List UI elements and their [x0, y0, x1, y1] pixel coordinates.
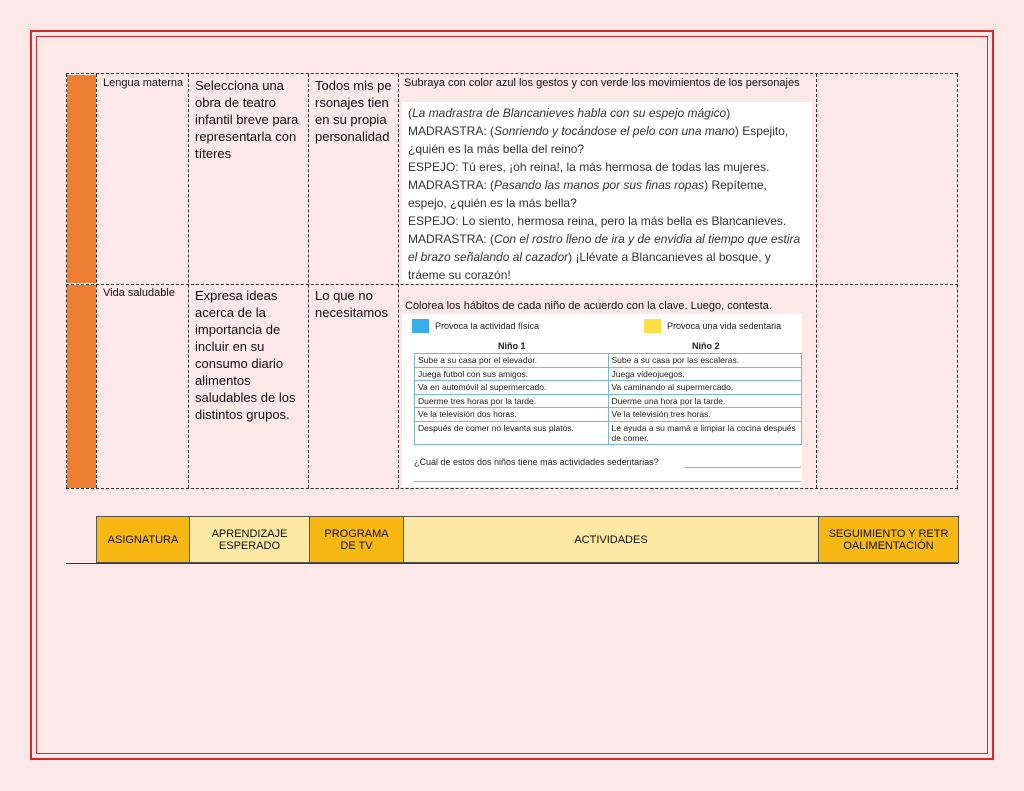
table-row: [415, 421, 802, 444]
habit-cell[interactable]: Va caminando al supermercado.: [608, 381, 802, 395]
dialogue-text: ): [726, 106, 731, 120]
subject-cell: Vida saludable: [103, 287, 175, 299]
legend-swatch-yellow: [644, 319, 661, 333]
answer-line[interactable]: [685, 467, 801, 468]
habits-exercise: [402, 314, 802, 487]
column-header: Niño 2: [692, 341, 720, 351]
header-programa: PROGRAMA DE TV: [310, 516, 404, 563]
dialogue-text: ) Repíteme, espejo, ¿quién es la más bella?: [408, 178, 767, 210]
row-marker: [67, 285, 96, 488]
table-row: [415, 394, 802, 408]
dialogue-text: ) ¡Llévate a Blancanieves al bosque, y tráeme su corazón!: [408, 250, 771, 282]
legend-label: Provoca una vida sedentaria: [667, 321, 782, 331]
table-row: [415, 354, 802, 368]
habit-cell[interactable]: Juega videojuegos.: [608, 367, 802, 381]
habit-cell[interactable]: Duerme tres horas por la tarde.: [415, 394, 609, 408]
legend-label: Provoca la actividad física: [435, 321, 540, 331]
header-baseline: [66, 563, 958, 564]
habit-cell[interactable]: Ve la televisión tres horas.: [608, 408, 802, 422]
learning-cell: Expresa ideas acerca de la importancia de incluir en su consumo diario alimentos saludables de los distintos grupos.: [195, 288, 296, 422]
legend-item: [412, 319, 539, 333]
program-cell: Todos mis personajes tienen su propia personalidad: [315, 78, 392, 144]
excerpt-line: [408, 122, 806, 158]
habit-cell[interactable]: Sube a su casa por las escaleras.: [608, 354, 802, 368]
stage-direction: La madrastra de Blancanieves habla con su espejo mágico: [412, 106, 727, 120]
table-header: [96, 516, 959, 563]
answer-line[interactable]: [414, 481, 801, 482]
header-actividades: ACTIVIDADES: [404, 516, 819, 563]
activity-instruction: Colorea los hábitos de cada niño de acuerdo con la clave. Luego, contesta.: [405, 300, 772, 312]
activities-table: [66, 73, 958, 489]
habit-cell[interactable]: Va en automóvil al supermercado.: [415, 381, 609, 395]
habit-cell[interactable]: Ve la televisión dos horas.: [415, 408, 609, 422]
legend-swatch-blue: [412, 319, 429, 333]
dialogue-text: ) Espejito, ¿quién es la más bella del reino?: [408, 124, 789, 156]
dialogue-text: MADRASTRA: (: [408, 124, 495, 138]
excerpt-line: [408, 158, 806, 176]
excerpt-line: [408, 104, 806, 122]
excerpt-line: [408, 176, 806, 212]
stage-direction: Pasando las manos por sus finas ropas: [494, 178, 705, 192]
table-row: [415, 367, 802, 381]
dialogue-text: ESPEJO: Lo siento, hermosa reina, pero la más bella es Blancanieves.: [408, 214, 787, 228]
habits-table: [414, 353, 802, 445]
table-row: [415, 381, 802, 395]
header-asignatura: ASIGNATURA: [96, 516, 190, 563]
play-excerpt: [402, 102, 812, 283]
legend-item: [644, 319, 781, 333]
excerpt-line: [408, 212, 806, 230]
habit-cell[interactable]: Juega futbol con sus amigos.: [415, 367, 609, 381]
dialogue-text: ESPEJO: Tú eres, ¡oh reina!, la más hermosa de todas las mujeres.: [408, 160, 770, 174]
question-text: ¿Cuál de estos dos niños tiene más actividades sedentarias?: [414, 457, 659, 467]
header-aprendizaje: APRENDIZAJE ESPERADO: [190, 516, 310, 563]
habit-cell[interactable]: Duerme una hora por la tarde.: [608, 394, 802, 408]
column-header: Niño 1: [498, 341, 526, 351]
dialogue-text: MADRASTRA: (: [408, 232, 495, 246]
subject-cell: Lengua materna: [103, 77, 184, 89]
row-marker: [67, 75, 96, 283]
habit-cell[interactable]: Sube a su casa por el elevador.: [415, 354, 609, 368]
activity-instruction: Subraya con color azul los gestos y con verde los movimientos de los personajes: [404, 77, 800, 89]
dialogue-text: (: [408, 106, 412, 120]
excerpt-line: [408, 230, 806, 284]
program-cell: Lo que no necesitamos: [315, 288, 388, 320]
habit-cell[interactable]: Después de comer no levanta sus platos.: [415, 421, 609, 444]
header-seguimiento: SEGUIMIENTO Y RETROALIMENTACIÓN: [819, 516, 959, 563]
dialogue-text: MADRASTRA: (: [408, 178, 495, 192]
table-row: [415, 408, 802, 422]
habit-cell[interactable]: Le ayuda a su mamá a limpiar la cocina después de comer.: [608, 421, 802, 444]
learning-cell: Selecciona una obra de teatro infantil breve para representarla con títeres: [195, 78, 299, 161]
stage-direction: Sonriendo y tocándose el pelo con una mano: [494, 124, 735, 138]
stage-direction: Con el rostro lleno de ira y de envidia al tiempo que estira el brazo señalando al cazador: [408, 232, 801, 264]
